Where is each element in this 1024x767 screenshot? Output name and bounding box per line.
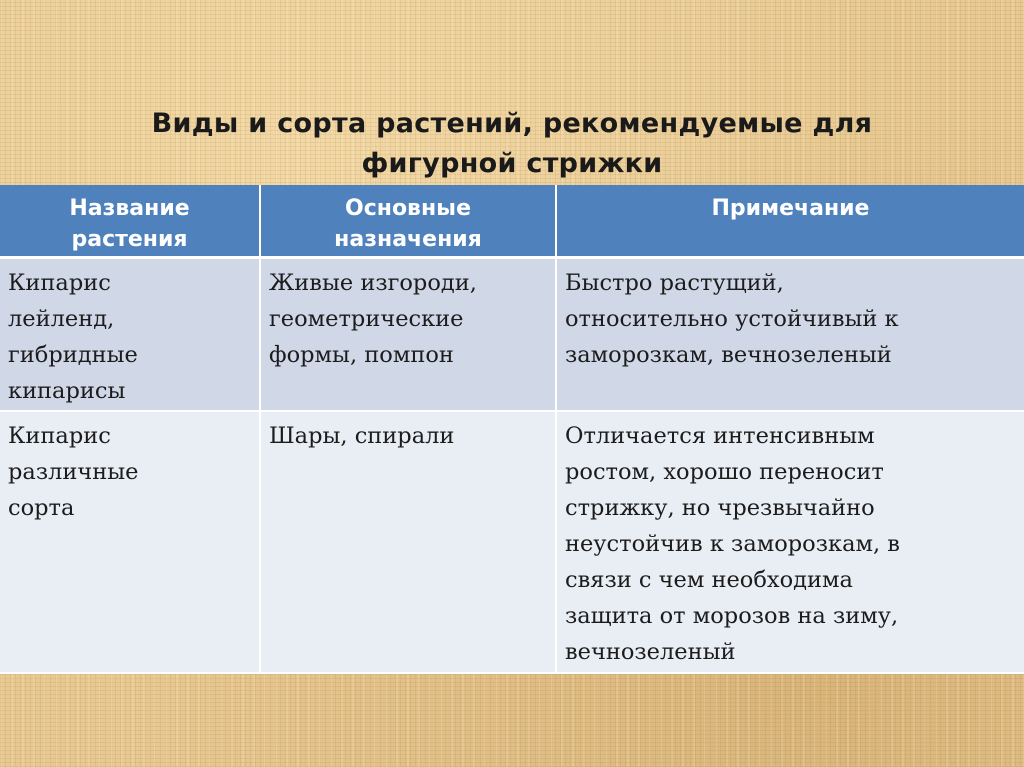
header-text-line: растения <box>71 227 188 252</box>
header-row <box>0 185 1024 257</box>
slide-title-line-2: фигурной стрижки <box>361 148 663 179</box>
table-row <box>0 411 1024 673</box>
cell-note <box>556 411 1024 673</box>
cell-text-line: лейленд, <box>8 305 115 332</box>
header-note <box>556 185 1024 257</box>
plants-table-container <box>0 185 1024 674</box>
cell-text-line: Быстро растущий, <box>565 269 784 296</box>
cell-text-line: заморозкам, вечнозеленый <box>565 341 892 368</box>
slide-title <box>40 104 984 184</box>
header-text-line: назначения <box>334 227 482 252</box>
cell-text-line: ростом, хорошо переносит <box>565 458 884 485</box>
cell-text-line: Кипарис <box>8 269 111 296</box>
cell-text-line: Шары, спирали <box>269 422 455 449</box>
cell-text-line: относительно устойчивый к <box>565 305 899 332</box>
table-header <box>0 185 1024 257</box>
slide-title-line-1: Виды и сорта растений, рекомендуемые для <box>151 108 873 139</box>
cell-plant-name <box>0 411 260 673</box>
plants-table <box>0 185 1024 674</box>
cell-note <box>556 257 1024 411</box>
cell-text-line: неустойчив к заморозкам, в <box>565 530 900 557</box>
cell-text-line: сорта <box>8 494 75 521</box>
cell-text-line: защита от морозов на зиму, <box>565 602 899 629</box>
header-text-line: Примечание <box>711 196 870 221</box>
cell-purpose <box>260 257 556 411</box>
header-plant-name <box>0 185 260 257</box>
cell-text-line: вечнозеленый <box>565 638 736 665</box>
cell-text-line: гибридные <box>8 341 138 368</box>
cell-text-line: стрижку, но чрезвычайно <box>565 494 875 521</box>
cell-text-line: Отличается интенсивным <box>565 422 875 449</box>
cell-text-line: формы, помпон <box>269 341 454 368</box>
cell-text-line: геометрические <box>269 305 464 332</box>
header-main-purpose <box>260 185 556 257</box>
cell-text-line: связи с чем необходима <box>565 566 853 593</box>
cell-plant-name <box>0 257 260 411</box>
header-text-line: Название <box>69 196 190 221</box>
header-text-line: Основные <box>345 196 471 221</box>
cell-text-line: Живые изгороди, <box>269 269 477 296</box>
cell-text-line: Кипарис <box>8 422 111 449</box>
cell-text-line: кипарисы <box>8 377 126 404</box>
table-body <box>0 257 1024 673</box>
table-row <box>0 257 1024 411</box>
cell-text-line: различные <box>8 458 139 485</box>
cell-purpose <box>260 411 556 673</box>
